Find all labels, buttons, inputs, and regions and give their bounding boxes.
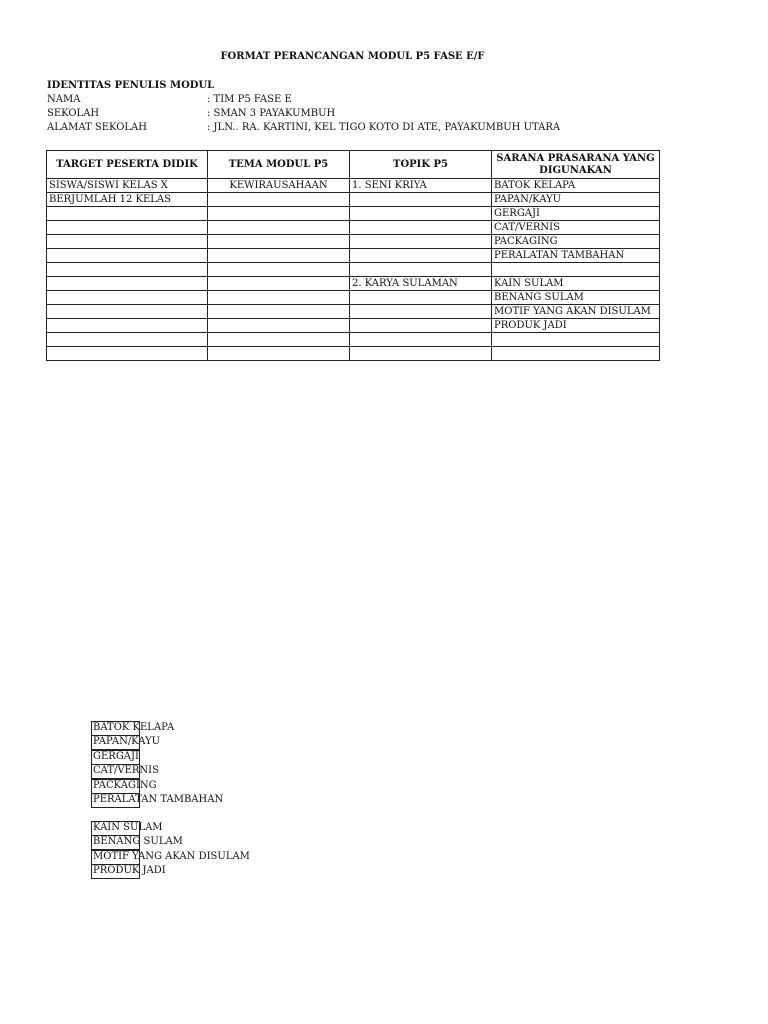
equipment-list-kriya xyxy=(91,721,223,807)
table-row xyxy=(47,263,660,277)
list-item: PACKAGING xyxy=(91,779,223,793)
table-body xyxy=(47,179,660,361)
cell-tema xyxy=(208,235,350,249)
cell-topik xyxy=(350,263,492,277)
cell-topik xyxy=(350,319,492,333)
cell-sarana: PERALATAN TAMBAHAN xyxy=(492,249,660,263)
table-row xyxy=(47,207,660,221)
cell-topik xyxy=(350,291,492,305)
cell-tema xyxy=(208,305,350,319)
cell-sarana: KAIN SULAM xyxy=(492,277,660,291)
cell-target: BERJUMLAH 12 KELAS xyxy=(47,193,208,207)
cell-target: SISWA/SISWI KELAS X xyxy=(47,179,208,193)
cell-topik xyxy=(350,249,492,263)
cell-tema xyxy=(208,249,350,263)
list-item: PERALATAN TAMBAHAN xyxy=(91,793,223,807)
identity-value: : TIM P5 FASE E xyxy=(207,94,292,105)
identity-label: SEKOLAH xyxy=(47,108,100,119)
cell-sarana: BATOK KELAPA xyxy=(492,179,660,193)
table-row xyxy=(47,235,660,249)
cell-tema xyxy=(208,263,350,277)
list-item: PAPAN/KAYU xyxy=(91,735,223,749)
table-row xyxy=(47,179,660,193)
header-tema: TEMA MODUL P5 xyxy=(208,151,350,179)
cell-target xyxy=(47,207,208,221)
table-row xyxy=(47,193,660,207)
cell-tema xyxy=(208,221,350,235)
list-item: GERGAJI xyxy=(91,750,223,764)
cell-sarana: CAT/VERNIS xyxy=(492,221,660,235)
cell-target xyxy=(47,347,208,361)
list-item: BENANG SULAM xyxy=(91,835,250,849)
list-item: PRODUK JADI xyxy=(91,864,250,878)
cell-tema xyxy=(208,319,350,333)
list-item: MOTIF YANG AKAN DISULAM xyxy=(91,850,250,864)
table-row xyxy=(47,221,660,235)
header-topik: TOPIK P5 xyxy=(350,151,492,179)
cell-target xyxy=(47,319,208,333)
cell-sarana xyxy=(492,263,660,277)
identity-label: ALAMAT SEKOLAH xyxy=(47,122,147,133)
cell-tema xyxy=(208,193,350,207)
table-row xyxy=(47,305,660,319)
header-sarana: SARANA PRASARANA YANG DIGUNAKAN xyxy=(492,151,660,179)
list-item: KAIN SULAM xyxy=(91,821,250,835)
cell-topik: 2. KARYA SULAMAN xyxy=(350,277,492,291)
cell-target xyxy=(47,305,208,319)
cell-topik: 1. SENI KRIYA xyxy=(350,179,492,193)
table-row xyxy=(47,347,660,361)
cell-tema: KEWIRAUSAHAAN xyxy=(208,179,350,193)
cell-topik xyxy=(350,221,492,235)
cell-sarana: PRODUK JADI xyxy=(492,319,660,333)
identity-value: : SMAN 3 PAYAKUMBUH xyxy=(207,108,336,119)
table-header-row xyxy=(47,151,660,179)
cell-target xyxy=(47,277,208,291)
identity-heading: IDENTITAS PENULIS MODUL xyxy=(47,80,215,91)
cell-tema xyxy=(208,277,350,291)
cell-tema xyxy=(208,291,350,305)
cell-sarana: PACKAGING xyxy=(492,235,660,249)
cell-tema xyxy=(208,347,350,361)
identity-label: NAMA xyxy=(47,94,81,105)
table-row xyxy=(47,291,660,305)
cell-sarana: BENANG SULAM xyxy=(492,291,660,305)
equipment-list-sulaman xyxy=(91,821,250,879)
cell-topik xyxy=(350,235,492,249)
table-row xyxy=(47,319,660,333)
cell-topik xyxy=(350,347,492,361)
cell-target xyxy=(47,235,208,249)
cell-topik xyxy=(350,305,492,319)
list-item: BATOK KELAPA xyxy=(91,721,223,735)
cell-tema xyxy=(208,333,350,347)
cell-target xyxy=(47,263,208,277)
table-row xyxy=(47,249,660,263)
cell-topik xyxy=(350,207,492,221)
cell-sarana: MOTIF YANG AKAN DISULAM xyxy=(492,305,660,319)
header-target: TARGET PESERTA DIDIK xyxy=(47,151,208,179)
cell-sarana: GERGAJI xyxy=(492,207,660,221)
module-table xyxy=(46,150,660,361)
identity-value: : JLN.. RA. KARTINI, KEL TIGO KOTO DI ATE, PAYAKUMBUH UTARA xyxy=(207,122,561,133)
cell-target xyxy=(47,333,208,347)
cell-target xyxy=(47,221,208,235)
cell-topik xyxy=(350,193,492,207)
cell-target xyxy=(47,249,208,263)
cell-tema xyxy=(208,207,350,221)
table-row xyxy=(47,277,660,291)
list-item: CAT/VERNIS xyxy=(91,764,223,778)
cell-target xyxy=(47,291,208,305)
cell-sarana: PAPAN/KAYU xyxy=(492,193,660,207)
cell-sarana xyxy=(492,333,660,347)
cell-topik xyxy=(350,333,492,347)
document-title: FORMAT PERANCANGAN MODUL P5 FASE E/F xyxy=(220,51,485,62)
cell-sarana xyxy=(492,347,660,361)
table-row xyxy=(47,333,660,347)
